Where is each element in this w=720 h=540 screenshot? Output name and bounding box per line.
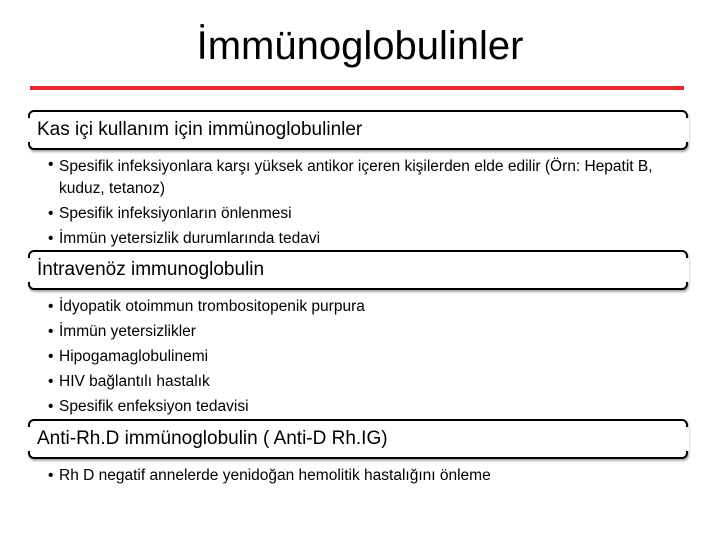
list-item xyxy=(48,344,688,369)
list-item-text: İmmün yetersizlikler xyxy=(59,323,196,340)
list-item-text: İmmün yetersizlik durumlarında tedavi xyxy=(59,230,321,247)
list-item-text: Spesifik infeksiyonlara karşı yüksek antikor içeren kişilerden elde edilir (Örn: Hepatit B, kuduz, tetanoz) xyxy=(59,158,653,197)
list-item xyxy=(48,463,688,488)
list-item-text: Rh D negatif annelerde yenidoğan hemolitik hastalığını önleme xyxy=(59,467,491,484)
list-item xyxy=(48,369,688,394)
list-item-text: Hipogamaglobulinemi xyxy=(59,348,209,365)
list-item xyxy=(48,294,688,319)
bullet-icon: • xyxy=(48,373,54,390)
bullet-icon: • xyxy=(48,298,54,315)
bullet-icon: • xyxy=(48,156,54,173)
title-divider xyxy=(30,86,684,90)
section-intravenous xyxy=(28,250,688,419)
list-item xyxy=(48,154,688,201)
bullet-icon: • xyxy=(48,467,54,484)
section-heading: İntravenöz immunoglobulin xyxy=(28,250,688,290)
list-item xyxy=(48,226,688,251)
list-item xyxy=(48,201,688,226)
bullet-list xyxy=(28,294,688,419)
bullet-icon: • xyxy=(48,205,54,222)
section-anti-d xyxy=(28,419,688,488)
page-title: İmmünoglobulinler xyxy=(196,24,524,68)
list-item-text: Spesifik enfeksiyon tedavisi xyxy=(59,398,249,415)
bullet-list xyxy=(28,463,688,488)
bullet-icon: • xyxy=(48,398,54,415)
bullet-icon: • xyxy=(48,348,54,365)
bullet-icon: • xyxy=(48,230,54,247)
section-heading: Kas içi kullanım için immünoglobulinler xyxy=(28,110,688,150)
list-item xyxy=(48,394,688,419)
list-item-text: Spesifik infeksiyonların önlenmesi xyxy=(59,205,292,222)
bullet-icon: • xyxy=(48,323,54,340)
list-item xyxy=(48,319,688,344)
list-item-text: HIV bağlantılı hastalık xyxy=(59,373,210,390)
section-heading: Anti-Rh.D immünoglobulin ( Anti-D Rh.IG) xyxy=(28,419,688,459)
list-item-text: İdyopatik otoimmun trombositopenik purpura xyxy=(59,298,365,315)
bullet-list xyxy=(28,154,688,251)
section-intramuscular xyxy=(28,110,688,251)
